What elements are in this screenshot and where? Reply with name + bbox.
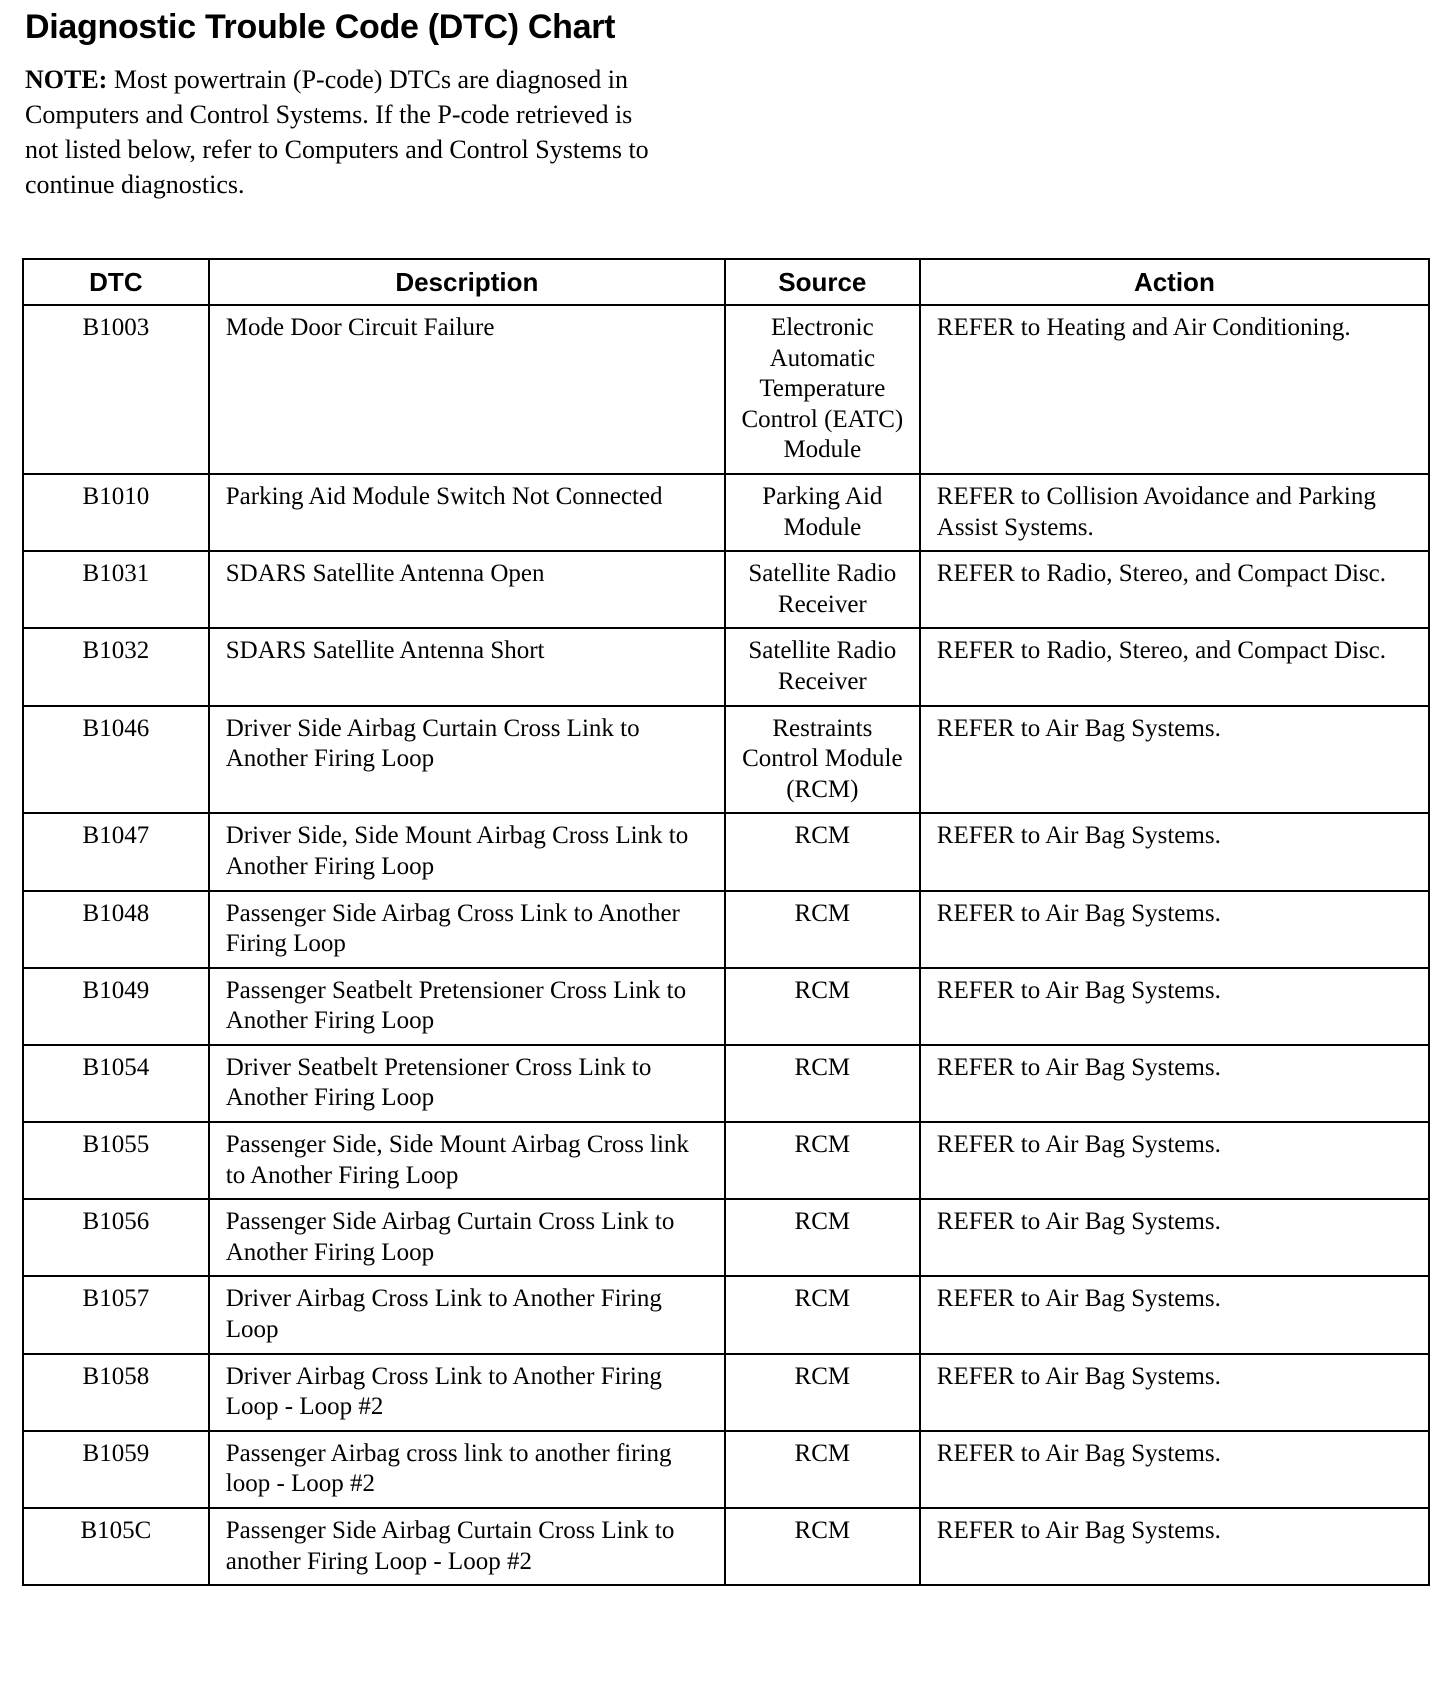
cell-source: Restraints Control Module (RCM) (725, 706, 920, 814)
cell-dtc: B1057 (23, 1276, 209, 1353)
cell-description: Driver Airbag Cross Link to Another Firing Loop - Loop #2 (209, 1354, 725, 1431)
cell-action: REFER to Heating and Air Conditioning. (920, 305, 1429, 474)
table-row (23, 1431, 1429, 1508)
table-row (23, 551, 1429, 628)
cell-action: REFER to Collision Avoidance and Parking Assist Systems. (920, 474, 1429, 551)
note (25, 62, 665, 202)
cell-description: Passenger Side Airbag Curtain Cross Link to another Firing Loop - Loop #2 (209, 1508, 725, 1585)
cell-dtc: B105C (23, 1508, 209, 1585)
note-label: NOTE: (25, 65, 108, 94)
header-action: Action (920, 259, 1429, 305)
cell-source: RCM (725, 1199, 920, 1276)
cell-action: REFER to Air Bag Systems. (920, 1508, 1429, 1585)
cell-description: Passenger Side Airbag Cross Link to Another Firing Loop (209, 891, 725, 968)
table-row (23, 1122, 1429, 1199)
cell-action: REFER to Radio, Stereo, and Compact Disc. (920, 551, 1429, 628)
dtc-table (22, 258, 1430, 1586)
cell-source: Satellite Radio Receiver (725, 628, 920, 705)
cell-source: Electronic Automatic Temperature Control (EATC) Module (725, 305, 920, 474)
cell-source: RCM (725, 813, 920, 890)
cell-source: RCM (725, 1122, 920, 1199)
cell-description: SDARS Satellite Antenna Open (209, 551, 725, 628)
table-row (23, 1276, 1429, 1353)
cell-source: RCM (725, 891, 920, 968)
cell-dtc: B1049 (23, 968, 209, 1045)
cell-dtc: B1047 (23, 813, 209, 890)
cell-dtc: B1054 (23, 1045, 209, 1122)
table-row (23, 813, 1429, 890)
note-text: Most powertrain (P-code) DTCs are diagnosed in Computers and Control Systems. If the P-code retrieved is not listed below, refer to Computers and Control Systems to continue diagnostics. (25, 65, 649, 199)
cell-source: RCM (725, 1508, 920, 1585)
cell-source: RCM (725, 1431, 920, 1508)
cell-action: REFER to Air Bag Systems. (920, 1122, 1429, 1199)
cell-description: Driver Seatbelt Pretensioner Cross Link to Another Firing Loop (209, 1045, 725, 1122)
cell-dtc: B1032 (23, 628, 209, 705)
header-source: Source (725, 259, 920, 305)
cell-source: RCM (725, 1276, 920, 1353)
cell-description: Driver Side Airbag Curtain Cross Link to Another Firing Loop (209, 706, 725, 814)
cell-description: Passenger Side Airbag Curtain Cross Link to Another Firing Loop (209, 1199, 725, 1276)
cell-dtc: B1031 (23, 551, 209, 628)
table-row (23, 891, 1429, 968)
cell-source: Parking Aid Module (725, 474, 920, 551)
table-row (23, 305, 1429, 474)
cell-dtc: B1055 (23, 1122, 209, 1199)
cell-dtc: B1058 (23, 1354, 209, 1431)
cell-action: REFER to Air Bag Systems. (920, 706, 1429, 814)
table-row (23, 474, 1429, 551)
cell-description: Driver Side, Side Mount Airbag Cross Link to Another Firing Loop (209, 813, 725, 890)
cell-action: REFER to Air Bag Systems. (920, 813, 1429, 890)
table-row (23, 1354, 1429, 1431)
cell-action: REFER to Air Bag Systems. (920, 1045, 1429, 1122)
cell-source: RCM (725, 968, 920, 1045)
cell-action: REFER to Air Bag Systems. (920, 1199, 1429, 1276)
cell-action: REFER to Air Bag Systems. (920, 1431, 1429, 1508)
header-row (23, 259, 1429, 305)
table-row (23, 628, 1429, 705)
cell-source: RCM (725, 1045, 920, 1122)
cell-action: REFER to Air Bag Systems. (920, 1276, 1429, 1353)
cell-description: Passenger Side, Side Mount Airbag Cross link to Another Firing Loop (209, 1122, 725, 1199)
header-dtc: DTC (23, 259, 209, 305)
table-row (23, 1508, 1429, 1585)
cell-dtc: B1046 (23, 706, 209, 814)
table-row (23, 1045, 1429, 1122)
cell-action: REFER to Air Bag Systems. (920, 968, 1429, 1045)
cell-source: Satellite Radio Receiver (725, 551, 920, 628)
cell-action: REFER to Air Bag Systems. (920, 891, 1429, 968)
cell-description: Mode Door Circuit Failure (209, 305, 725, 474)
cell-description: Passenger Seatbelt Pretensioner Cross Link to Another Firing Loop (209, 968, 725, 1045)
cell-source: RCM (725, 1354, 920, 1431)
header-description: Description (209, 259, 725, 305)
cell-dtc: B1048 (23, 891, 209, 968)
page-title: Diagnostic Trouble Code (DTC) Chart (25, 8, 616, 46)
cell-description: SDARS Satellite Antenna Short (209, 628, 725, 705)
cell-dtc: B1003 (23, 305, 209, 474)
table-row (23, 1199, 1429, 1276)
cell-action: REFER to Radio, Stereo, and Compact Disc. (920, 628, 1429, 705)
table-row (23, 968, 1429, 1045)
cell-dtc: B1059 (23, 1431, 209, 1508)
cell-description: Driver Airbag Cross Link to Another Firing Loop (209, 1276, 725, 1353)
table-row (23, 706, 1429, 814)
cell-dtc: B1056 (23, 1199, 209, 1276)
cell-dtc: B1010 (23, 474, 209, 551)
cell-description: Parking Aid Module Switch Not Connected (209, 474, 725, 551)
cell-action: REFER to Air Bag Systems. (920, 1354, 1429, 1431)
cell-description: Passenger Airbag cross link to another firing loop - Loop #2 (209, 1431, 725, 1508)
